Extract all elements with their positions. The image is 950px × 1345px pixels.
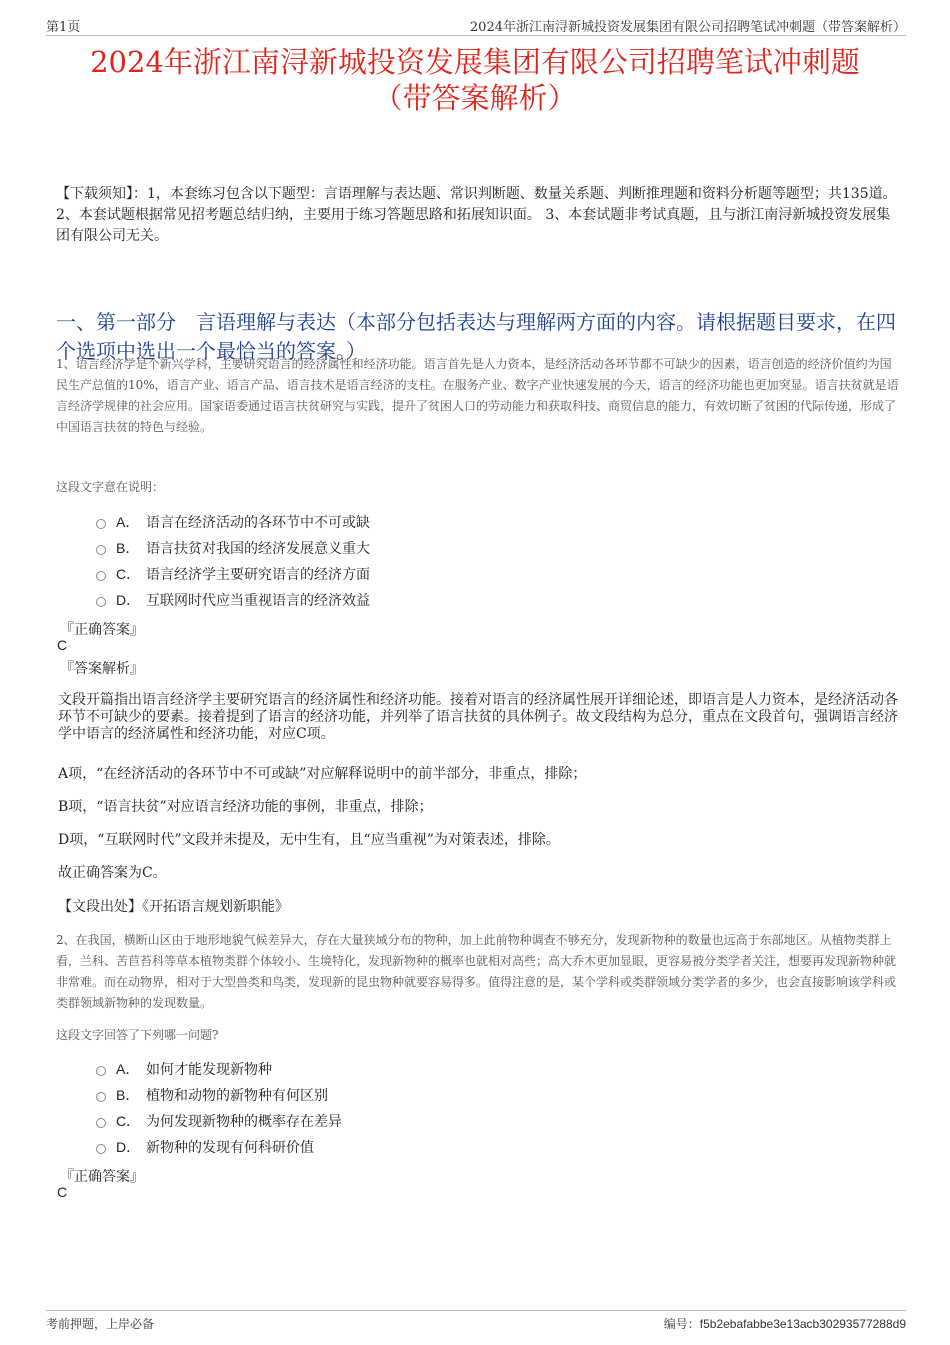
page-number: 第1页 bbox=[46, 20, 81, 35]
analysis-option-d: D项，“互联网时代”文段并未提及，无中生有，且“应当重视”为对策表述，排除。 bbox=[58, 832, 560, 848]
title-line-2: （带答案解析） bbox=[373, 81, 577, 115]
option-d[interactable] bbox=[96, 587, 796, 613]
option-letter: A． bbox=[116, 1061, 140, 1077]
option-letter: B． bbox=[116, 540, 140, 556]
option-letter: D． bbox=[116, 592, 141, 608]
option-text: 植物和动物的新物种有何区别 bbox=[146, 1088, 328, 1104]
option-text: 新物种的发现有何科研价值 bbox=[146, 1140, 314, 1156]
footer-code: f5b2ebafabbe3e13acb30293577288d9 bbox=[699, 1317, 906, 1331]
option-b[interactable] bbox=[96, 1082, 796, 1108]
radio-icon[interactable] bbox=[96, 519, 106, 529]
question-2-options bbox=[96, 1056, 796, 1160]
answer-label: 『正确答案』 bbox=[60, 1169, 144, 1185]
radio-icon[interactable] bbox=[96, 571, 106, 581]
option-d[interactable] bbox=[96, 1134, 796, 1160]
question-2-prompt: 这段文字回答了下列哪一问题? bbox=[56, 1028, 219, 1042]
document-title bbox=[0, 44, 950, 116]
option-text: 语言扶贫对我国的经济发展意义重大 bbox=[146, 541, 370, 557]
option-text: 为何发现新物种的概率存在差异 bbox=[146, 1114, 342, 1130]
page-header bbox=[46, 14, 906, 36]
option-letter: D． bbox=[116, 1139, 141, 1155]
option-text: 语言经济学主要研究语言的经济方面 bbox=[146, 567, 370, 583]
page-footer bbox=[46, 1310, 906, 1334]
option-text: 如何才能发现新物种 bbox=[146, 1062, 272, 1078]
option-letter: C． bbox=[116, 566, 141, 582]
header-doc-title: 2024年浙江南浔新城投资发展集团有限公司招聘笔试冲刺题（带答案解析） bbox=[469, 20, 906, 35]
analysis-conclusion: 故正确答案为C。 bbox=[58, 865, 167, 881]
option-letter: B． bbox=[116, 1087, 140, 1103]
download-notice: 【下载须知】：1，本套练习包含以下题型：言语理解与表达题、常识判断题、数量关系题、判断推理题和资料分析题等题型；共135道。 2、本套试题根据常见招考题总结归纳，主要用于练习答题思路和拓展知识面。 3、本套试题非考试真题，且与浙江南浔新城投资发展集团有限公司无关。 bbox=[56, 186, 897, 244]
radio-icon[interactable] bbox=[96, 597, 106, 607]
analysis-option-a: A项，“在经济活动的各环节中不可或缺”对应解释说明中的前半部分，非重点，排除； bbox=[58, 766, 587, 782]
section-heading: 一、第一部分 言语理解与表达（本部分包括表达与理解两方面的内容。请根据题目要求，在四个选项中选出一个最恰当的答案。） bbox=[56, 310, 896, 363]
option-letter: C． bbox=[116, 1113, 141, 1129]
option-b[interactable] bbox=[96, 535, 796, 561]
radio-icon[interactable] bbox=[96, 1118, 106, 1128]
source-citation: 【文段出处】《开拓语言规划新职能》 bbox=[58, 899, 289, 915]
question-1-options bbox=[96, 509, 796, 613]
footer-slogan: 考前押题，上岸必备 bbox=[46, 1317, 155, 1331]
radio-icon[interactable] bbox=[96, 1144, 106, 1154]
question-1-text: 1、语言经济学是个新兴学科，主要研究语言的经济属性和经济功能。语言首先是人力资本，是经济活动各环节都不可缺少的因素，语言创造的经济价值约为国民生产总值的10%，语言产业、语言产品、语言技术是语言经济的支柱。在服务产业、数字产业快速发展的今天，语言的经济功能也更加突显。语言扶贫就是语言经济学规律的社会应用。国家语委通过语言扶贫研究与实践，提升了贫困人口的劳动能力和获取科技、商贸信息的能力，有效切断了贫困的代际传递，形成了中国语言扶贫的特色与经验。 bbox=[56, 357, 899, 434]
option-letter: A． bbox=[116, 514, 140, 530]
radio-icon[interactable] bbox=[96, 1066, 106, 1076]
analysis-text: 文段开篇指出语言经济学主要研究语言的经济属性和经济功能。接着对语言的经济属性展开详细论述，即语言是人力资本，是经济活动各环节不可缺少的要素。接着提到了语言的经济功能，并列举了语言扶贫的具体例子。故文段结构为总分，重点在文段首句，强调语言经济学中语言的经济属性和经济功能，对应C项。 bbox=[58, 692, 898, 742]
option-c[interactable] bbox=[96, 561, 796, 587]
option-a[interactable] bbox=[96, 1056, 796, 1082]
radio-icon[interactable] bbox=[96, 1092, 106, 1102]
question-2-text: 2、在我国，横断山区由于地形地貌气候差异大，存在大量狭域分布的物种，加上此前物种调查不够充分，发现新物种的数量也远高于东部地区。从植物类群上看，兰科、苦苣苔科等草本植物类群个体较小、生境特化，发现新物种的概率也就相对高些；高大乔木更加显眼，更容易被分类学者关注，想要再发现新物种就非常难。而在动物界，相对于大型兽类和鸟类，发现新的昆虫物种就要容易得多。值得注意的是，某个学科或类群领域分类学者的多少，也会直接影响该学科或类群领域新物种的发现数量。 bbox=[56, 933, 897, 1010]
radio-icon[interactable] bbox=[96, 545, 106, 555]
option-text: 互联网时代应当重视语言的经济效益 bbox=[146, 593, 370, 609]
answer-label: 『正确答案』 bbox=[60, 622, 144, 638]
answer-value: C bbox=[57, 637, 68, 653]
footer-code-label: 编号： bbox=[663, 1317, 700, 1331]
option-c[interactable] bbox=[96, 1108, 796, 1134]
analysis-option-b: B项，“语言扶贫”对应语言经济功能的事例，非重点，排除； bbox=[58, 799, 433, 815]
title-line-1: 2024年浙江南浔新城投资发展集团有限公司招聘笔试冲刺题 bbox=[90, 45, 860, 79]
option-text: 语言在经济活动的各环节中不可或缺 bbox=[146, 515, 370, 531]
option-a[interactable] bbox=[96, 509, 796, 535]
analysis-label: 『答案解析』 bbox=[60, 661, 144, 677]
footer-code-wrap bbox=[664, 1315, 906, 1332]
question-1-prompt: 这段文字意在说明： bbox=[56, 480, 165, 494]
answer-value: C bbox=[57, 1184, 68, 1200]
